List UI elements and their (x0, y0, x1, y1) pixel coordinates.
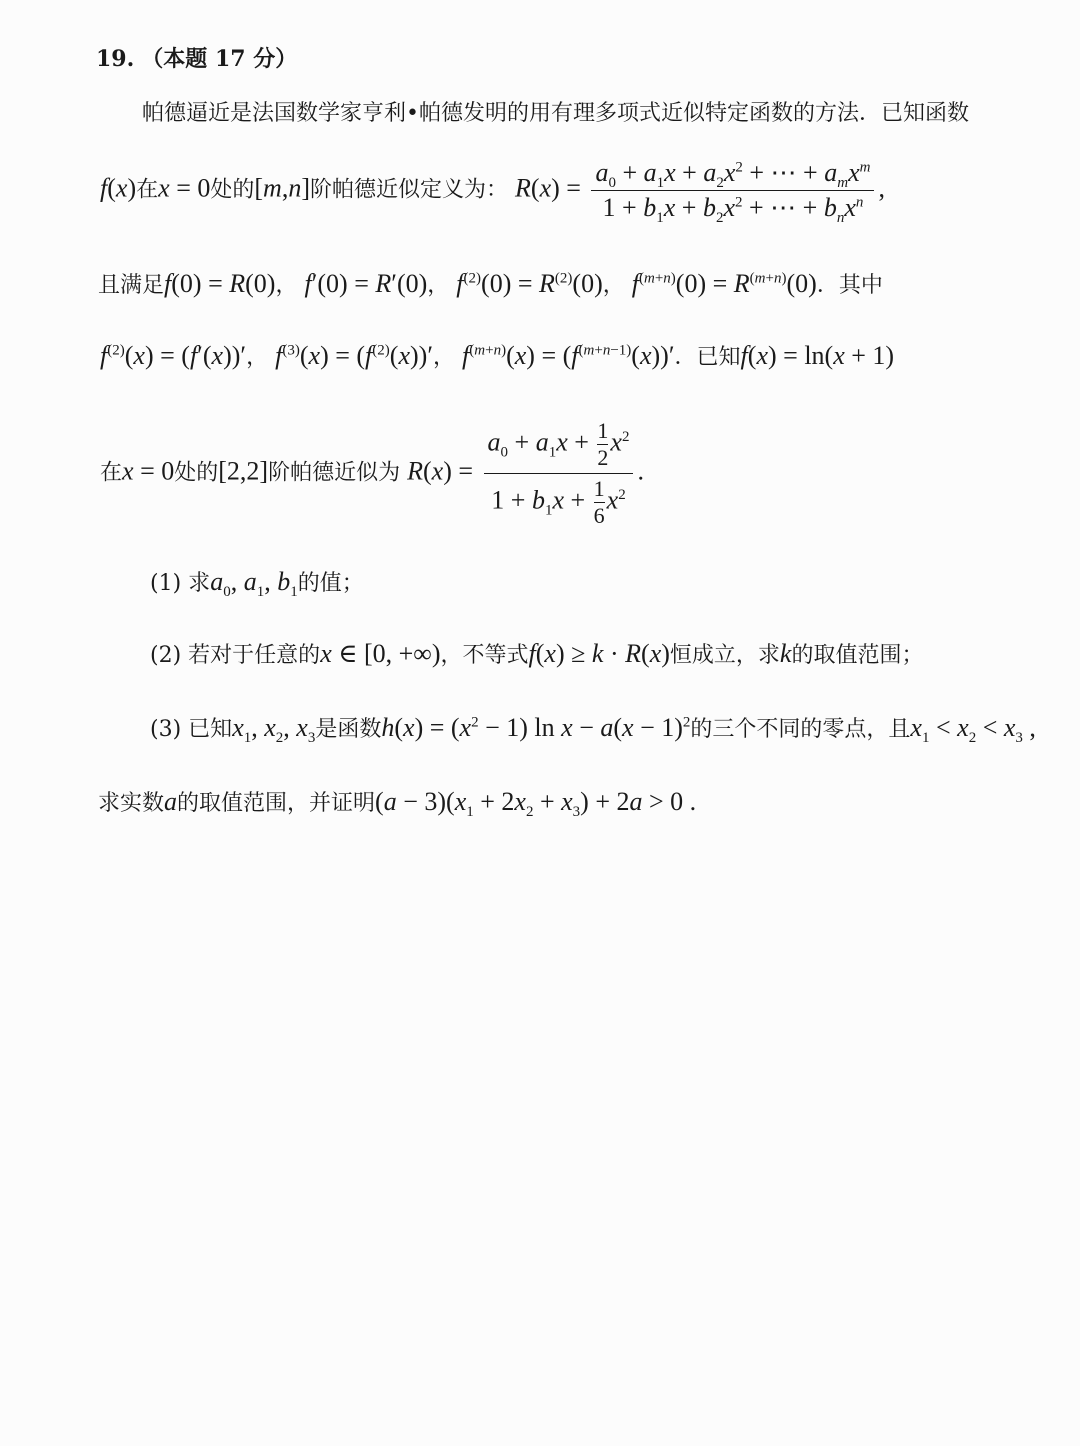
part-3-continued: 求实数a的取值范围，并证明$(a - 3)(x_1 + 2x_2 + x_3) + 2a > 0$ . (98, 787, 697, 821)
given-pade-fraction: $a_0 + a_1x$ + $\frac{1}{2}$ $x^2$ $1 + b_1x$ + $\frac{1}{6}$ $x^2$ (484, 418, 634, 529)
given-approximation-line: 在x = 0处的[2,2]阶帕德近似为 R(x) = $a_0 + a_1x$ + $\frac{1}{2}$ $x^2$ $1 + b_1x$ + $\frac{1}{6}$ $x^2$ . (100, 418, 644, 528)
part-3: (3) 已知$x_1$, $x_2$, $x_3$是函数$h(x) = (x^2 - 1)$ $\ln x - a(x - 1)^2$的三个不同的零点，且$x_1 < x_2 < x_3$ , (150, 713, 1036, 747)
intro-text: 帕德逼近是法国数学家亨利•帕德发明的用有理多项式近似特定函数的方法．已知函数 (142, 101, 969, 126)
part-2: (2) 若对于任意的x ∈ [0, +∞)，不等式f(x) ≥ k · R(x)恒成立，求k的取值范围； (150, 639, 924, 668)
derivatives-line: $f^{(2)}(x) = (f'(x))'$， $f^{(3)}(x) = (f^{(2)}(x))'$， $f^{(m+n)}(x) = (f^{(m+n-1)}(x))'$．已知f(x) = ln(x + 1) (100, 341, 895, 370)
part-1: (1) 求$a_0$, $a_1$, $b_1$的值； (150, 567, 364, 601)
part-3-label: (3) (150, 717, 182, 742)
definition-line: f(x)在x = 0处的[m,n]阶帕德近似定义为： R(x) = $\frac{a_0 + a_1x + a_2x^2 + \cdots + a_mx^m}{1 + b_1x + b_2x^2 + \cdots + b_nx^n}$ , (100, 158, 885, 227)
pade-definition-fraction: $\frac{a_0 + a_1x + a_2x^2 + \cdots + a_mx^m}{1 + b_1x + b_2x^2 + \cdots + b_nx^n}$ (591, 158, 874, 223)
conditions-line: 且满足f(0) = R(0)， f′(0) = R′(0)， $f^{(2)}(0) = R^{(2)}(0)$， $f^{(m+n)}(0) = R^{(m+n)}(0)$．其中 (98, 269, 883, 298)
question-number: 19. (96, 46, 135, 72)
part-2-label: (2) (150, 643, 182, 668)
question-points: （本题 17 分） (141, 46, 298, 72)
part-1-label: (1) (150, 571, 182, 596)
question-header (96, 42, 1080, 73)
